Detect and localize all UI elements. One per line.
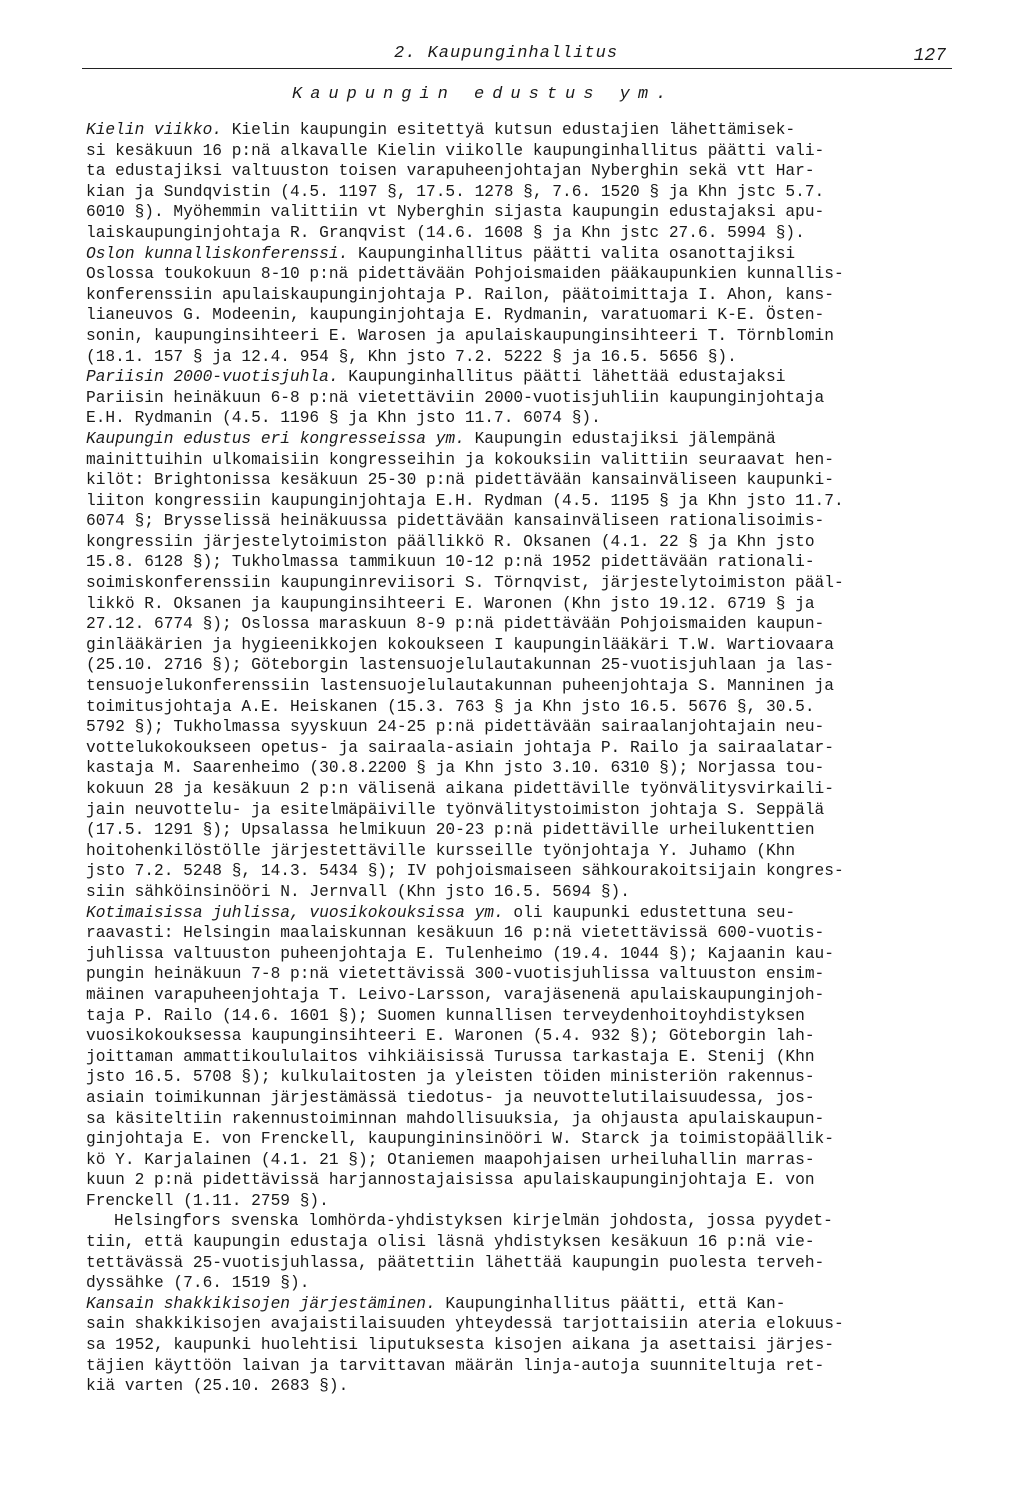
running-header (82, 38, 952, 69)
text-line (86, 182, 966, 203)
text-line (86, 388, 966, 409)
line-text: siin sähköinsinööri N. Jernvall (Khn jsto 16.5. 5694 §). (86, 882, 630, 901)
section-title: Kaupungin edustus ym. (292, 85, 675, 104)
line-text: Helsingfors svenska lomhörda-yhdistyksen kirjelmän johdosta, jossa pyydet- (114, 1212, 833, 1231)
line-text: mainittuihin ulkomaisiin kongresseihin ja kokouksiin valittiin seuraavat hen- (86, 450, 834, 469)
paragraph-heading: Oslon kunnalliskonferenssi. (86, 244, 349, 263)
line-text: likkö R. Oksanen ja kaupunginsihteeri E. Waronen (Khn jsto 19.12. 6719 § ja (86, 594, 815, 613)
text-line (86, 1211, 966, 1232)
line-text: jain neuvottelu- ja esitelmäpäiville työnvälitystoimiston johtaja S. Seppälä (86, 800, 825, 819)
text-line (86, 1088, 966, 1109)
line-text: ginjohtaja E. von Frenckell, kaupungininsinööri W. Starck ja toimistopäällik- (86, 1130, 834, 1149)
line-text: raavasti: Helsingin maalaiskunnan kesäkuun 16 p:nä vietettävissä 600-vuotis- (86, 924, 825, 943)
text-line (86, 861, 966, 882)
text-line (86, 450, 966, 471)
line-text: täjien käyttöön laivan ja tarvittavan määrän linja-autoja suunniteltuja ret- (86, 1356, 825, 1375)
text-line (86, 1253, 966, 1274)
line-text: Kaupunginhallitus päätti valita osanottajiksi (348, 244, 796, 263)
text-line (86, 552, 966, 573)
text-line (86, 326, 966, 347)
line-text: lianeuvos G. Modeenin, kaupunginjohtaja E. Rydmanin, varatuomari K-E. Östen- (86, 306, 825, 325)
text-line (86, 655, 966, 676)
line-text: Frenckell (1.11. 2759 §). (86, 1191, 329, 1210)
line-text: dyssähke (7.6. 1519 §). (86, 1274, 310, 1293)
paragraph-heading: Kaupungin edustus eri kongresseissa ym. (86, 429, 465, 448)
line-text: sa käsiteltiin rakennustoiminnan mahdollisuuksia, ja ohjausta apulaiskaupun- (86, 1109, 825, 1128)
text-line (86, 1314, 966, 1335)
line-text: 15.8. 6128 §); Tukholmassa tammikuun 10-12 p:nä 1952 pidettävään rationali- (86, 553, 815, 572)
text-line (86, 120, 966, 141)
line-text: hoitohenkilöstölle järjestettäville kursseille työnjohtaja Y. Juhamo (Khn (86, 841, 796, 860)
paragraph-heading: Kielin viikko. (86, 121, 222, 139)
line-text: ginlääkärien ja hygieenikkojen kokoukseen I kaupunginlääkäri T.W. Wartiovaara (86, 635, 834, 654)
line-text: E.H. Rydmanin (4.5. 1196 § ja Khn jsto 11.7. 6074 §). (86, 409, 601, 428)
text-line (86, 779, 966, 800)
text-line (86, 161, 966, 182)
line-text: oli kaupunki edustettuna seu- (503, 903, 796, 922)
line-text: mäinen varapuheenjohtaja T. Leivo-Larsson, varajäsenenä apulaiskaupunginjoh- (86, 985, 825, 1004)
text-line (86, 903, 966, 924)
line-text: joittaman ammattikoululaitos vihkiäisissä Turussa tarkastaja E. Stenij (Khn (86, 1047, 815, 1066)
line-text: jsto 16.5. 5708 §); kulkulaitosten ja yleisten töiden ministeriön rakennus- (86, 1068, 815, 1087)
line-text: kuun 2 p:nä pidettävissä harjannostajaisissa apulaiskaupunginjohtaja E. von (86, 1171, 815, 1190)
text-line (86, 1109, 966, 1130)
text-line (86, 1273, 966, 1294)
text-line (86, 532, 966, 553)
text-line (86, 244, 966, 265)
text-line (86, 676, 966, 697)
line-text: kiä varten (25.10. 2683 §). (86, 1377, 349, 1396)
text-line (86, 573, 966, 594)
line-text: sonin, kaupunginsihteeri E. Warosen ja apulaiskaupunginsihteeri T. Törnblomin (86, 326, 834, 345)
line-text: 27.12. 6774 §); Oslossa maraskuun 8-9 p:nä pidettävään Pohjoismaiden kaupun- (86, 615, 825, 634)
text-line (86, 1170, 966, 1191)
text-line (86, 1067, 966, 1088)
line-text: kian ja Sundqvistin (4.5. 1197 §, 17.5. 1278 §, 7.6. 1520 § ja Khn jstc 5.7. (86, 182, 825, 201)
text-line (86, 223, 966, 244)
text-line (86, 923, 966, 944)
text-line (86, 841, 966, 862)
line-text: (25.10. 2716 §); Göteborgin lastensuojelulautakunnan 25-vuotisjuhlaan ja las- (86, 656, 834, 675)
text-line (86, 305, 966, 326)
text-line (86, 697, 966, 718)
line-text: taja P. Railo (14.6. 1601 §); Suomen kunnallisen terveydenhoitoyhdistyksen (86, 1006, 805, 1025)
text-line (86, 511, 966, 532)
line-text: 5792 §); Tukholmassa syyskuun 24-25 p:nä pidettävään sairaalanjohtajain neu- (86, 718, 825, 737)
text-line (86, 1006, 966, 1027)
line-text: asiain toimikunnan järjestämässä tiedotus- ja neuvottelutilaisuudessa, jos- (86, 1088, 815, 1107)
line-text: ta edustajiksi valtuuston toisen varapuheenjohtajan Nyberghin sekä vtt Har- (86, 162, 815, 181)
text-line (86, 594, 966, 615)
text-line (86, 758, 966, 779)
text-line (86, 285, 966, 306)
paragraph-heading: Kotimaisissa juhlissa, vuosikokouksissa ym. (86, 903, 504, 922)
line-text: toimitusjohtaja A.E. Heiskanen (15.3. 763 § ja Khn jsto 16.5. 5676 §, 30.5. (86, 697, 815, 716)
line-text: Kielin kaupungin esitettyä kutsun edustajien lähettämisek- (222, 121, 796, 139)
line-text: si kesäkuun 16 p:nä alkavalle Kielin viikolle kaupunginhallitus päätti vali- (86, 141, 825, 160)
line-text: Oslossa toukokuun 8-10 p:nä pidettävään Pohjoismaiden pääkaupunkien kunnallis- (86, 265, 844, 284)
text-line (86, 820, 966, 841)
text-line (86, 1294, 966, 1315)
text-line (86, 347, 966, 368)
text-line (86, 1150, 966, 1171)
text-line (86, 738, 966, 759)
line-text: juhlissa valtuuston puheenjohtaja E. Tulenheimo (19.4. 1044 §); Kajaanin kau- (86, 944, 834, 963)
line-text: 6010 §). Myöhemmin valittiin vt Nyberghin sijasta kaupungin edustajaksi apu- (86, 203, 825, 222)
line-text: (18.1. 157 § ja 12.4. 954 §, Khn jsto 7.2. 5222 § ja 16.5. 5656 §). (86, 347, 737, 366)
line-text: sain shakkikisojen avajaistilaisuuden yhteydessä tarjottaisiin ateria elokuus- (86, 1315, 844, 1334)
line-text: vottelukokoukseen opetus- ja sairaala-asiain johtaja P. Railo ja sairaalatar- (86, 738, 834, 757)
text-line (86, 429, 966, 450)
running-title: 2. Kaupunginhallitus (394, 44, 619, 63)
text-line (86, 202, 966, 223)
line-text: vuosikokouksessa kaupunginsihteeri E. Waronen (5.4. 932 §); Göteborgin lah- (86, 1027, 815, 1046)
text-line (86, 264, 966, 285)
text-line (86, 1047, 966, 1068)
line-text: kokuun 28 ja kesäkuun 2 p:n välisenä aikana pidettäville työnvälitysvirkaili- (86, 780, 834, 798)
text-line (86, 141, 966, 162)
line-text: kö Y. Karjalainen (4.1. 21 §); Otaniemen maapohjaisen urheiluhallin marras- (86, 1150, 815, 1169)
line-text: konferenssiin apulaiskaupunginjohtaja P. Railon, päätoimittaja I. Ahon, kans- (86, 285, 834, 304)
text-line (86, 882, 966, 903)
line-text: tiin, että kaupungin edustaja olisi läsnä yhdistyksen kesäkuun 16 p:nä vie- (86, 1233, 815, 1252)
line-text: Kaupunginhallitus päätti, että Kan- (435, 1294, 786, 1313)
line-text: laiskaupunginjohtaja R. Granqvist (14.6. 1608 § ja Khn jstc 27.6. 5994 §). (86, 223, 805, 242)
line-text: tettävässä 25-vuotisjuhlassa, päätettiin lähettää kaupungin puolesta terveh- (86, 1253, 825, 1272)
text-line (86, 1335, 966, 1356)
line-text: sa 1952, kaupunki huolehtisi liputuksesta kisojen aikana ja asettaisi järjes- (86, 1336, 834, 1355)
paragraph-heading: Pariisin 2000-vuotisjuhla. (86, 368, 339, 387)
line-text: kongressiin järjestelytoimiston päällikkö R. Oksanen (4.1. 22 § ja Khn jsto (86, 532, 815, 551)
line-text: 6074 §; Brysselissä heinäkuussa pidettävään kansainväliseen rationalisoimis- (86, 512, 825, 531)
text-line (86, 800, 966, 821)
line-text: kilöt: Brightonissa kesäkuun 25-30 p:nä pidettävään kansainväliseen kaupunki- (86, 471, 834, 490)
text-line (86, 717, 966, 738)
page-number: 127 (913, 46, 946, 66)
text-line (86, 944, 966, 965)
text-line (86, 367, 966, 388)
line-text: jsto 7.2. 5248 §, 14.3. 5434 §); IV pohjoismaiseen sähkourakoitsijain kongres- (86, 862, 844, 881)
line-text: tensuojelukonferenssiin lastensuojelulautakunnan puheenjohtaja S. Manninen ja (86, 677, 834, 696)
line-text: Kaupungin edustajiksi jälempänä (464, 429, 776, 448)
line-text: liiton kongressiin kaupunginjohtaja E.H. Rydman (4.5. 1195 § ja Khn jsto 11.7. (86, 491, 844, 510)
text-line (86, 1191, 966, 1212)
text-line (86, 408, 966, 429)
line-text: pungin heinäkuun 7-8 p:nä vietettävissä 300-vuotisjuhlissa valtuuston ensim- (86, 965, 825, 984)
text-line (86, 635, 966, 656)
text-line (86, 470, 966, 491)
text-line (86, 491, 966, 512)
text-line (86, 964, 966, 985)
text-line (86, 1232, 966, 1253)
line-text: soimiskonferenssiin kaupunginreviisori S. Törnqvist, järjestelytoimiston pääl- (86, 574, 844, 593)
text-line (86, 614, 966, 635)
text-line (86, 985, 966, 1006)
line-text: Pariisin heinäkuun 6-8 p:nä vietettäviin 2000-vuotisjuhliin kaupunginjohtaja (86, 388, 825, 407)
text-line (86, 1026, 966, 1047)
line-text: kastaja M. Saarenheimo (30.8.2200 § ja Khn jsto 3.10. 6310 §); Norjassa tou- (86, 759, 825, 778)
text-line (86, 1376, 966, 1397)
paragraph-heading: Kansain shakkikisojen järjestäminen. (86, 1294, 436, 1313)
text-line (86, 1356, 966, 1377)
line-text: (17.5. 1291 §); Upsalassa helmikuun 20-23 p:nä pidettäville urheilukenttien (86, 821, 815, 840)
body-text (86, 120, 966, 1397)
text-line (86, 1129, 966, 1150)
line-text: Kaupunginhallitus päätti lähettää edustajaksi (338, 368, 786, 387)
